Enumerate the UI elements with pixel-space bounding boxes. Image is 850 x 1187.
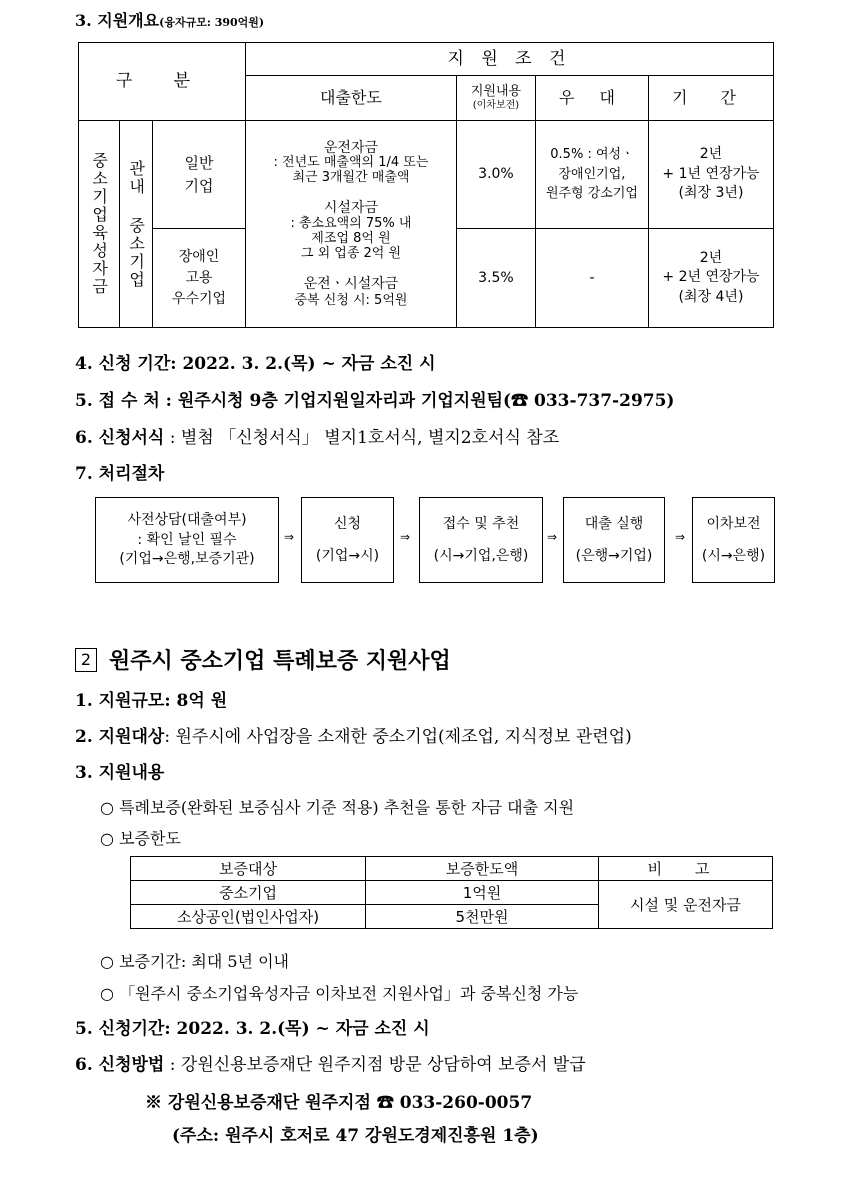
phone-icon: ☎ <box>376 1093 394 1113</box>
reception-office: 5. 접 수 처 : 원주시청 9층 기업지원일자리과 기업지원팀(☎ 033-737-2975) <box>75 391 675 411</box>
support-table <box>78 42 774 328</box>
row2-period: 2년 + 2년 연장가능 (최장 4년) <box>648 229 773 328</box>
period-header: 기 간 <box>648 76 773 121</box>
gtable-cell: 중소기업 <box>131 881 366 905</box>
circle-bullet-icon: ○ <box>100 952 114 971</box>
row2-preference: - <box>535 229 648 328</box>
process-step-recommend: 접수 및 추천 (시→기업,은행) <box>419 497 543 583</box>
category-header: 구 분 <box>79 43 246 121</box>
process-step-loan: 대출 실행 (은행→기업) <box>563 497 665 583</box>
row1-type: 일반 기업 <box>153 121 246 229</box>
bullet-item: ○ 보증기간: 최대 5년 이내 <box>100 952 289 971</box>
arrow-icon: ⇒ <box>400 530 411 544</box>
circle-bullet-icon: ○ <box>100 798 114 817</box>
support-scale: 1. 지원규모: 8억 원 <box>75 691 228 711</box>
section-number-box: 2 <box>75 648 97 672</box>
arrow-icon: ⇒ <box>284 530 295 544</box>
row1-preference: 0.5% : 여성ㆍ 장애인기업, 원주형 강소기업 <box>535 121 648 229</box>
gtable-cell: 소상공인(법인사업자) <box>131 905 366 929</box>
row1-support: 3.0% <box>456 121 535 229</box>
preference-header: 우 대 <box>535 76 648 121</box>
circle-bullet-icon: ○ <box>100 829 114 848</box>
phone-icon: ☎ <box>511 391 529 411</box>
row2-support: 3.5% <box>456 229 535 328</box>
support-header: 지원내용 (이차보전) <box>456 76 535 121</box>
conditions-header: 지 원 조 건 <box>245 43 773 76</box>
application-period: 4. 신청 기간: 2022. 3. 2.(목) ~ 자금 소진 시 <box>75 354 436 374</box>
support-target: 2. 지원대상: 원주시에 사업장을 소재한 중소기업(제조업, 지식정보 관련업) <box>75 727 632 747</box>
row2-type: 장애인 고용 우수기업 <box>153 229 246 328</box>
process-step-interest: 이차보전 (시→은행) <box>692 497 775 583</box>
application-forms: 6. 신청서식 : 별첨 「신청서식」 별지1호서식, 별지2호서식 참조 <box>75 428 560 448</box>
circle-bullet-icon: ○ <box>100 984 114 1003</box>
process-step-consult: 사전상담(대출여부) : 확인 날인 필수 (기업→은행,보증기관) <box>95 497 279 583</box>
row1-period: 2년 + 1년 연장가능 (최장 3년) <box>648 121 773 229</box>
section-heading: 3. 지원개요(융자규모: 390억원) <box>75 11 265 30</box>
gtable-note: 시설 및 운전자금 <box>599 881 773 929</box>
gtable-header: 비 고 <box>599 857 773 881</box>
bullet-item: ○ 「원주시 중소기업육성자금 이차보전 지원사업」과 중복신청 가능 <box>100 984 579 1003</box>
contact-address: (주소: 원주시 호저로 47 강원도경제진흥원 1층) <box>172 1126 539 1146</box>
gtable-header: 보증대상 <box>131 857 366 881</box>
guarantee-table <box>130 856 773 929</box>
process-step-apply: 신청 (기업→시) <box>301 497 394 583</box>
gtable-header: 보증한도액 <box>366 857 599 881</box>
arrow-icon: ⇒ <box>675 530 686 544</box>
fund-name-cell: 중소기업육성자금 <box>79 121 120 328</box>
gtable-cell: 5천만원 <box>366 905 599 929</box>
process-heading: 7. 처리절차 <box>75 464 165 484</box>
bullet-item: ○ 보증한도 <box>100 829 181 848</box>
arrow-icon: ⇒ <box>547 530 558 544</box>
gtable-cell: 1억원 <box>366 881 599 905</box>
limit-cell: 운전자금 : 전년도 매출액의 1/4 또는 최근 3개월간 매출액 시설자금 : 총소요액의 75% 내 제조업 8억 원 그 외 업종 2억 원 운전ㆍ시설자금 중복 신청 시: 5억원 <box>245 121 456 328</box>
local-label-cell: 관내 중소기업 <box>120 121 153 328</box>
support-content-heading: 3. 지원내용 <box>75 763 165 783</box>
limit-header: 대출한도 <box>245 76 456 121</box>
bullet-item: ○ 특례보증(완화된 보증심사 기준 적용) 추천을 통한 자금 대출 지원 <box>100 798 575 817</box>
section-title: 2 원주시 중소기업 특례보증 지원사업 <box>75 644 451 675</box>
contact-info: ※ 강원신용보증재단 원주지점 ☎ 033-260-0057 <box>145 1093 533 1113</box>
application-period-2: 5. 신청기간: 2022. 3. 2.(목) ~ 자금 소진 시 <box>75 1019 430 1039</box>
application-method: 6. 신청방법 : 강원신용보증재단 원주지점 방문 상담하여 보증서 발급 <box>75 1055 586 1075</box>
